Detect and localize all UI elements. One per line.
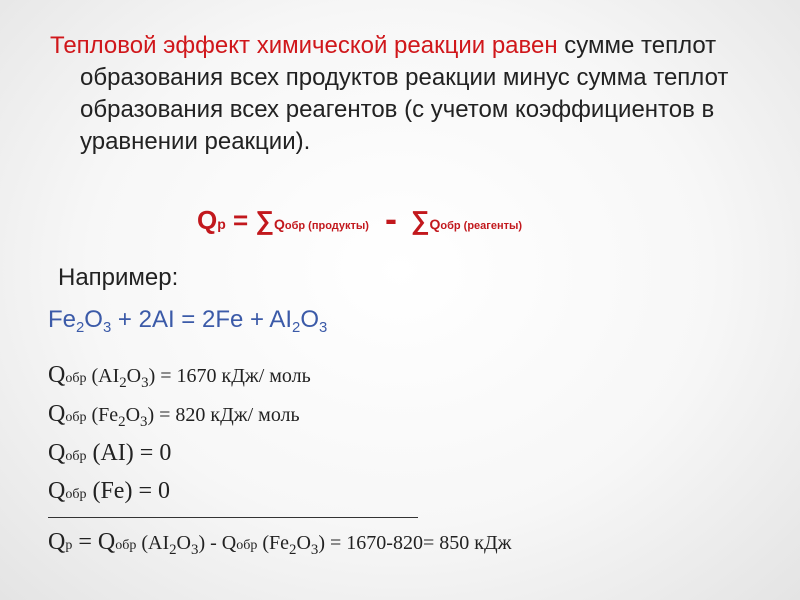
q-al2o3-line <box>48 362 311 392</box>
q-symbol: Q <box>48 362 66 388</box>
line-part: ) = <box>147 404 176 426</box>
reaction-subscript: 3 <box>319 320 328 337</box>
q-fe-line <box>48 478 170 505</box>
result-subscript: 2 <box>289 542 297 559</box>
formula-q-reagents-label: обр (реагенты) <box>440 220 523 232</box>
reaction-subscript: 3 <box>102 320 112 337</box>
result-part: ) = <box>318 532 347 554</box>
line-part: O <box>126 365 142 387</box>
heat-effect-formula <box>197 196 522 238</box>
q-label: обр <box>236 538 258 553</box>
intro-rest: сумме теплот образования всех продуктов реакции минус сумма теплот образования всех реагентов (с учетом коэффициентов в уравнении реакции). <box>80 32 729 155</box>
q-symbol: Q <box>48 478 66 504</box>
line-value: 820 кДж/ моль <box>175 404 300 426</box>
sum-sign-reagents: ∑ <box>410 205 430 235</box>
q-fe2o3-line <box>48 401 300 431</box>
reaction-subscript: 2 <box>292 320 301 337</box>
q-al-line <box>48 440 171 467</box>
result-part: (AI <box>136 532 170 554</box>
line-subscript: 2 <box>118 414 126 431</box>
line-subscript: 2 <box>119 375 127 392</box>
example-title: Например: <box>58 264 179 291</box>
q-label: обр <box>65 449 87 464</box>
formula-lhs-sub: p <box>217 216 226 232</box>
q-label: обр <box>65 487 87 502</box>
formula-q-products: Q <box>273 216 285 232</box>
formula-q-products-label: обр (продукты) <box>284 220 369 232</box>
line-text: (AI) = 0 <box>86 440 172 466</box>
result-value: 1670-820= 850 кДж <box>346 532 512 554</box>
formula-lhs: Q <box>197 205 218 235</box>
result-subscript: 2 <box>169 542 177 559</box>
reaction-part: + 2AI = 2Fe + AI <box>111 306 293 333</box>
formula-minus: - <box>384 198 397 239</box>
divider-line <box>48 517 418 518</box>
line-part: O <box>125 404 141 426</box>
reaction-part: Fe <box>48 306 77 333</box>
sum-sign-products: ∑ <box>255 205 274 235</box>
reaction-part: O <box>84 306 103 333</box>
line-subscript: 3 <box>141 375 149 392</box>
result-line <box>48 529 512 559</box>
q-symbol: Q <box>48 529 66 555</box>
result-subscript: 3 <box>191 542 199 559</box>
result-part: O <box>176 532 191 554</box>
result-part: = Q <box>72 529 116 555</box>
line-part: (AI <box>86 365 120 387</box>
q-label: р <box>65 538 73 553</box>
q-label: обр <box>115 538 137 553</box>
reaction-part: O <box>300 306 319 333</box>
result-part: (Fe <box>257 532 289 554</box>
line-part: ) = <box>148 365 177 387</box>
line-part: (Fe <box>86 404 119 426</box>
q-symbol: Q <box>48 440 66 466</box>
q-label: обр <box>65 410 87 425</box>
intro-highlight: Тепловой эффект химической реакции равен <box>50 32 558 59</box>
line-subscript: 3 <box>140 414 148 431</box>
q-label: обр <box>65 371 87 386</box>
line-text: (Fe) = 0 <box>86 478 170 504</box>
result-part: O <box>296 532 311 554</box>
line-value: 1670 кДж/ моль <box>176 365 311 387</box>
result-subscript: 3 <box>310 542 319 559</box>
result-part: ) - Q <box>198 532 237 554</box>
formula-equals: = <box>225 205 256 235</box>
reaction-equation <box>48 306 328 337</box>
reaction-subscript: 2 <box>76 320 85 337</box>
q-symbol: Q <box>48 401 66 427</box>
formula-q-reagents: Q <box>429 216 441 232</box>
intro-paragraph <box>50 30 780 158</box>
